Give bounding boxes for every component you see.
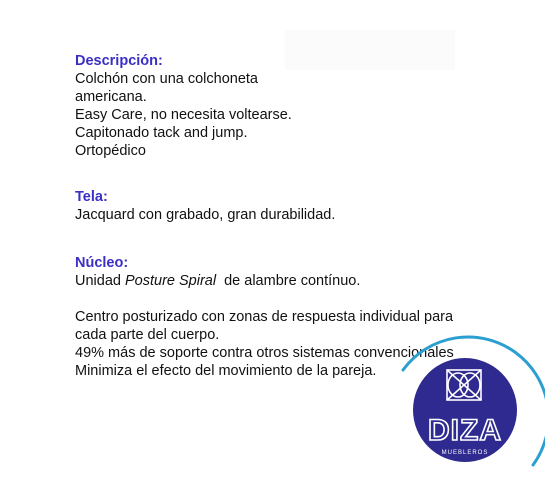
descripcion-section [75,52,505,160]
logo-brand-text: DIZA [428,414,502,447]
tela-heading: Tela: [75,189,108,205]
tela-section [75,188,505,224]
nucleo-paragraph-line: cada parte del cuerpo. [75,327,220,343]
tela-line: Jacquard con grabado, gran durabilidad. [75,207,336,223]
descripcion-line: Easy Care, no necesita voltearse. [75,107,292,123]
descripcion-line: Capitonado tack and jump. [75,125,248,141]
logo-tagline-text: MUEBLEROS [441,450,489,456]
nucleo-line-1-suffix: de alambre contínuo. [216,273,361,289]
descripcion-line: Ortopédico [75,143,146,159]
nucleo-heading: Núcleo: [75,255,129,271]
descripcion-line: Colchón con una colchoneta [75,71,258,87]
nucleo-line-1-prefix: Unidad [75,273,125,289]
diza-logo-graphic [385,330,545,490]
spacer [75,290,505,308]
nucleo-paragraph-line: Minimiza el efecto del movimiento de la pareja. [75,363,377,379]
nucleo-paragraph-line: 49% más de soporte contra otros sistemas convencionales [75,345,454,361]
descripcion-line: americana. [75,89,147,105]
descripcion-heading: Descripción: [75,53,163,69]
nucleo-line-1 [75,272,505,290]
diza-logo [385,330,545,490]
nucleo-paragraph-line: Centro posturizado con zonas de respuesta individual para [75,309,454,325]
nucleo-line-1-italic: Posture Spiral [124,273,217,289]
